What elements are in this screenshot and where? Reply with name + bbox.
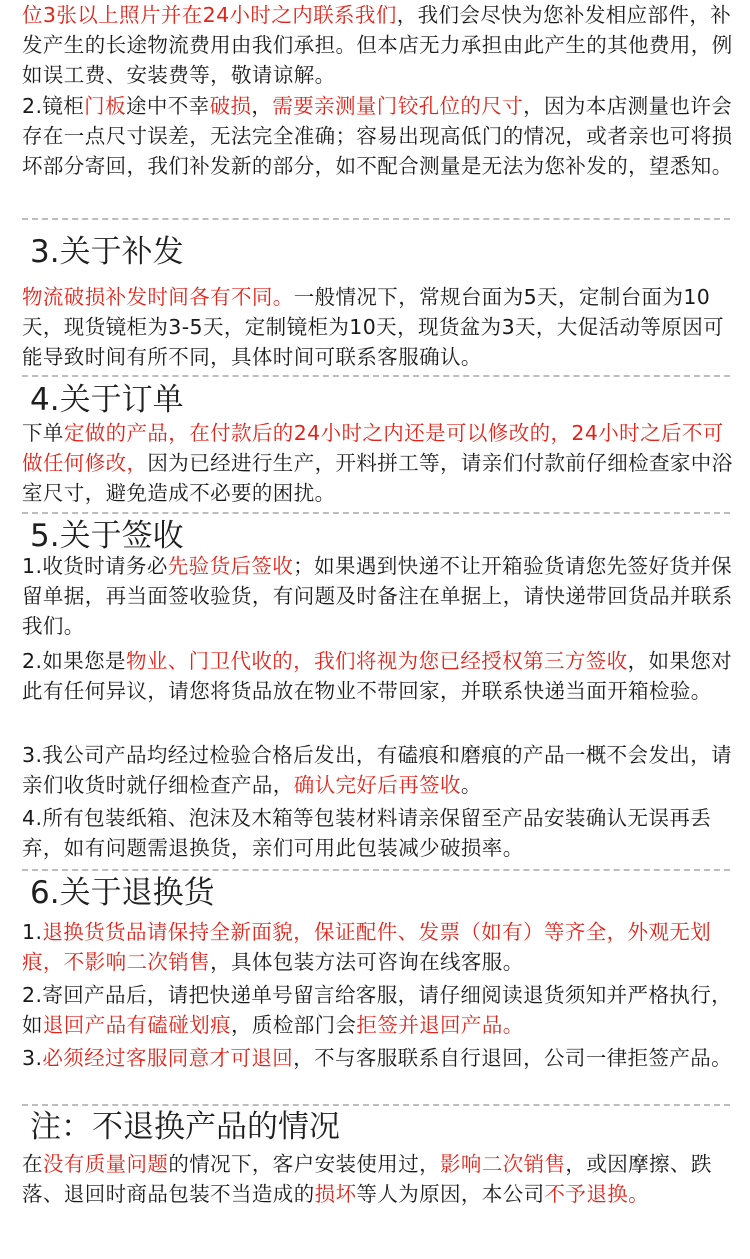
body-text: 3.我公司产品均经过检验合格后发出，有磕痕和磨痕的产品一概不会发出，请亲们收货时就仔细检查产品， xyxy=(22,743,733,797)
section-6-paragraph-1 xyxy=(22,917,740,977)
body-text: ，因为本店测量也许会存在一点尺寸误差，无法完全准确；容易出现高低门的情况，或者亲也可将损坏部分寄回，我们补发新的部分，如不配合测量是无法为您补发的，望悉知。 xyxy=(22,94,733,178)
highlighted-text: 确认完好后再签收 xyxy=(293,773,461,797)
section-3-title: 3.关于补发 xyxy=(30,234,184,270)
highlighted-text: 物业、门卫代收的，我们将视为您已经授权第三方签收 xyxy=(125,649,628,673)
body-text: 3. xyxy=(22,1046,43,1070)
highlighted-text: 先验货后签收 xyxy=(167,554,294,578)
section-4-paragraph xyxy=(22,418,740,508)
body-text: ，不与客服联系自行退回，公司一律拒签产品。 xyxy=(293,1046,733,1070)
section-3-paragraph xyxy=(22,282,740,372)
body-text: ，质检部门会 xyxy=(231,1013,357,1037)
body-text: ；如果遇到快递不让开箱验货请您先签好货并保留单据，再当面签收验货，有问题及时备注在单据上，请快递带回货品并联系我们。 xyxy=(22,554,733,638)
body-text: 1. xyxy=(22,920,43,944)
intro-paragraph-1 xyxy=(22,0,740,90)
body-text: 2.镜柜 xyxy=(22,94,85,118)
body-text: 4.所有包装纸箱、泡沫及木箱等包装材料请亲保留至产品安装确认无误再丢弃，如有问题需退换货，亲们可用此包装减少破损率。 xyxy=(22,806,712,860)
highlighted-text: 需要亲测量门铰孔位的尺寸 xyxy=(272,94,524,118)
intro-paragraph-2 xyxy=(22,91,740,181)
body-text: 因为已经进行生产，开料拼工等，请亲们付款前仔细检查家中浴室尺寸，避免造成不必要的困扰。 xyxy=(22,451,733,505)
body-text: ，如果您对此有任何异议，请您将货品放在物业不带回家，并联系快递当面开箱检验。 xyxy=(22,649,733,703)
section-5-paragraph-1 xyxy=(22,551,740,641)
body-text: ， xyxy=(251,94,273,118)
body-text: 2.寄回产品后，请把快递单号留言给客服，请仔细阅读退货须知并严格执行，如 xyxy=(22,983,733,1037)
highlighted-text: 没有质量问题 xyxy=(42,1152,169,1176)
section-divider xyxy=(22,1104,730,1106)
section-divider xyxy=(22,375,730,377)
body-text: ，具体包装方法可咨询在线客服。 xyxy=(210,950,524,974)
body-text: ，或因摩擦、跌落、退回时商品包装不当造成的 xyxy=(22,1152,712,1206)
section-4-title: 4.关于订单 xyxy=(30,382,184,418)
section-6-title: 6.关于退换货 xyxy=(30,875,215,911)
highlighted-text: 损坏 xyxy=(314,1182,357,1206)
highlighted-text: 物流破损补发时间各有不同。 xyxy=(22,285,294,309)
body-text: 等人为原因，本公司 xyxy=(356,1182,545,1206)
note-title: 注：不退换产品的情况 xyxy=(30,1109,340,1145)
highlighted-text: 门板 xyxy=(84,94,126,118)
body-text: 一般情况下，常规台面为5天，定制台面为10天，现货镜柜为3-5天，定制镜柜为10天，现货盆为3天，大促活动等原因可能导致时间有所不同，具体时间可联系客服确认。 xyxy=(22,285,725,369)
section-divider xyxy=(22,218,730,220)
highlighted-text: 退换货货品请保持全新面貌，保证配件、发票（如有）等齐全，外观无划痕，不影响二次销售 xyxy=(22,920,712,974)
body-text: 2.如果您是 xyxy=(22,649,126,673)
highlighted-text: 定做的产品，在付款后的24小时之内还是可以修改的，24小时之后不可做任何修改， xyxy=(22,421,724,475)
section-5-title: 5.关于签收 xyxy=(30,518,184,554)
body-text: 。 xyxy=(460,773,482,797)
section-6-paragraph-2 xyxy=(22,980,740,1040)
note-paragraph xyxy=(22,1149,740,1209)
body-text: 的情况下，客户安装使用过， xyxy=(168,1152,441,1176)
highlighted-text: 影响二次销售 xyxy=(440,1152,566,1176)
highlighted-text: 必须经过客服同意才可退回 xyxy=(42,1046,294,1070)
body-text: 下单 xyxy=(22,421,64,445)
highlighted-text: 退回产品有磕碰划痕 xyxy=(42,1013,232,1037)
body-text: 途中不幸 xyxy=(125,94,210,118)
highlighted-text: 拒签并退回产品。 xyxy=(356,1013,524,1037)
body-text: ，我们会尽快为您补发相应部件，补发产生的长途物流费用由我们承担。但本店无力承担由此产生的其他费用，例如误工费、安装费等，敬请谅解。 xyxy=(22,3,733,87)
section-6-paragraph-3 xyxy=(22,1043,740,1073)
body-text: 在 xyxy=(22,1152,43,1176)
section-divider xyxy=(22,869,730,871)
highlighted-text: 不予退换。 xyxy=(544,1182,650,1206)
section-5-paragraph-3 xyxy=(22,740,740,800)
highlighted-text: 位3张以上照片并在24小时之内联系我们 xyxy=(22,3,397,27)
body-text: 1.收货时请务必 xyxy=(22,554,168,578)
section-divider xyxy=(22,512,730,514)
section-5-paragraph-4 xyxy=(22,803,740,863)
section-5-paragraph-2 xyxy=(22,646,740,706)
highlighted-text: 破损 xyxy=(209,94,252,118)
